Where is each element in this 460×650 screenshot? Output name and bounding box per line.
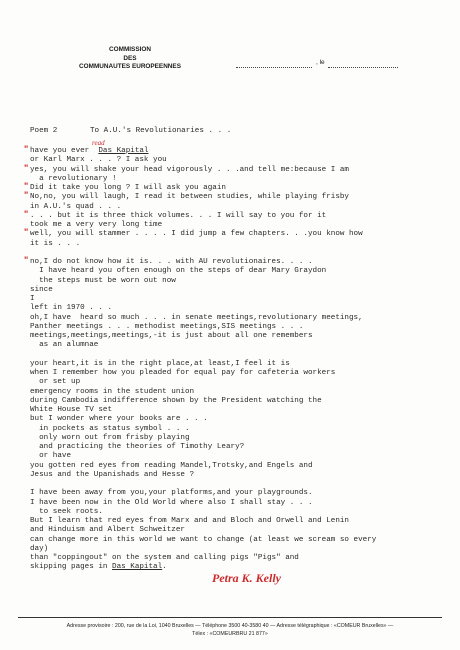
poem-label: Poem 2	[30, 127, 58, 135]
body-line: you gotten red eyes from reading Mandel,Trotsky,and Engels and	[30, 461, 313, 470]
body-line: took me a very very long time	[30, 221, 163, 229]
body-line: but I wonder where your books are . . .	[30, 415, 208, 424]
body-line: no,I do not know how it is. . . with AU revolutionaires. . . .	[30, 258, 313, 266]
body-line: I	[30, 295, 35, 303]
body-line: yes, you will shake your head vigorously . . .and tell me:because I am	[30, 165, 349, 174]
body-line: have you ever Das Kapital	[30, 147, 149, 155]
body-line: Did it take you long ? I will ask you again	[30, 184, 226, 192]
letterhead	[70, 46, 190, 72]
footer-telex: Télex : «COMEURBRU 21 877»	[192, 631, 268, 637]
dateline-date-blank	[328, 66, 398, 68]
letterhead-line-1: COMMISSION	[109, 46, 151, 53]
body-line: to seek roots.	[30, 507, 103, 516]
quote-mark-annotation: "	[24, 208, 29, 219]
letterhead-line-2: DES	[123, 54, 137, 62]
body-line: Jesus and the Upanishads and Hesse ?	[30, 470, 195, 479]
body-line: I have been away from you,your platforms,and your playgrounds.	[30, 489, 313, 498]
body-line: I have been now in the Old World where also I shall stay . . .	[30, 498, 313, 507]
footer-address: Adresse provisoire : 200, rue de la Loi, 1040 Bruxelles — Téléphone 3500 40-3580 40 — Adresse télégraphique : «COMEUR Bruxelles» —	[66, 623, 394, 629]
body-line: can change more in this world we want to change (at least we scream so every	[30, 535, 377, 544]
body-line: emergency rooms in the student union	[30, 387, 195, 396]
body-line: meetings,meetings,meetings,-it is just about all one remembers	[30, 332, 313, 340]
body-line: only worn out from frisby playing	[30, 433, 190, 442]
quote-mark-annotation: "	[24, 255, 29, 265]
read-insertion-annotation: read	[92, 139, 105, 147]
footer-rule	[18, 617, 442, 618]
quote-mark-annotation: "	[24, 162, 29, 173]
body-line: since	[30, 285, 53, 294]
body-line: your heart,it is in the right place,at least,I feel it is	[30, 359, 290, 368]
body-line: in A.U.'s quad . . .	[30, 202, 122, 211]
body-line: oh,I have heard so much . . . in senate meetings,revolutionary meetings,	[30, 313, 363, 322]
body-line: and practicing the theories of Timothy Leary?	[30, 443, 245, 451]
body-line: when I remember how you pleaded for equal pay for cafeteria workers	[30, 369, 336, 377]
body-line: well, you will stammer . . . . I did jump a few chapters. . .you know how	[30, 230, 363, 239]
body-line: or Karl Marx . . . ? I ask you	[30, 156, 167, 165]
body-line: Panther meetings . . . methodist meetings,SIS meetings . . .	[30, 322, 304, 331]
body-line: and Hinduism and Albert Schweitzer	[30, 526, 185, 535]
poem-title: To A.U.'s Revolutionaries . . .	[90, 127, 232, 135]
quote-mark-annotation: "	[24, 144, 29, 154]
body-line: I have heard you often enough on the steps of dear Mary Graydon	[30, 267, 327, 276]
signature: Petra K. Kelly	[212, 571, 281, 585]
body-line: skipping pages in Das Kapital.	[30, 563, 167, 572]
body-line: in pockets as status symbol . . .	[30, 424, 190, 433]
body-line: as an alumnae	[30, 341, 99, 350]
body-line: a revolutionary !	[30, 174, 117, 183]
quote-mark-annotation: "	[24, 190, 29, 201]
body-line: during Cambodia indifference shown by the President watching the	[30, 396, 322, 405]
body-line: left in 1970 . . .	[30, 304, 113, 313]
body-line: than "coppingout" on the system and calling pigs "Pigs" and	[30, 554, 299, 562]
body-line: No,no, you will laugh, I read it between studies, while playing frisby	[30, 193, 349, 202]
dateline-le: , le	[316, 59, 325, 66]
quote-mark-annotation: "	[24, 181, 29, 191]
body-line: But I learn that red eyes from Marx and and Bloch and Orwell and Lenin	[30, 517, 349, 525]
body-line: day)	[30, 544, 49, 553]
body-line: the steps must be worn out now	[30, 276, 176, 285]
letterhead-line-3: COMMUNAUTES EUROPEENNES	[79, 63, 181, 71]
dateline	[236, 60, 400, 68]
quote-mark-annotation: "	[24, 227, 29, 238]
body-line: it is . . .	[30, 239, 81, 248]
body-line: or set up	[30, 378, 81, 387]
body-line: . . . but it is three thick volumes. . . I will say to you for it	[30, 211, 327, 220]
dateline-place-blank	[236, 66, 312, 68]
body-line: or have	[30, 452, 72, 461]
body-line: White House TV set	[30, 406, 113, 414]
